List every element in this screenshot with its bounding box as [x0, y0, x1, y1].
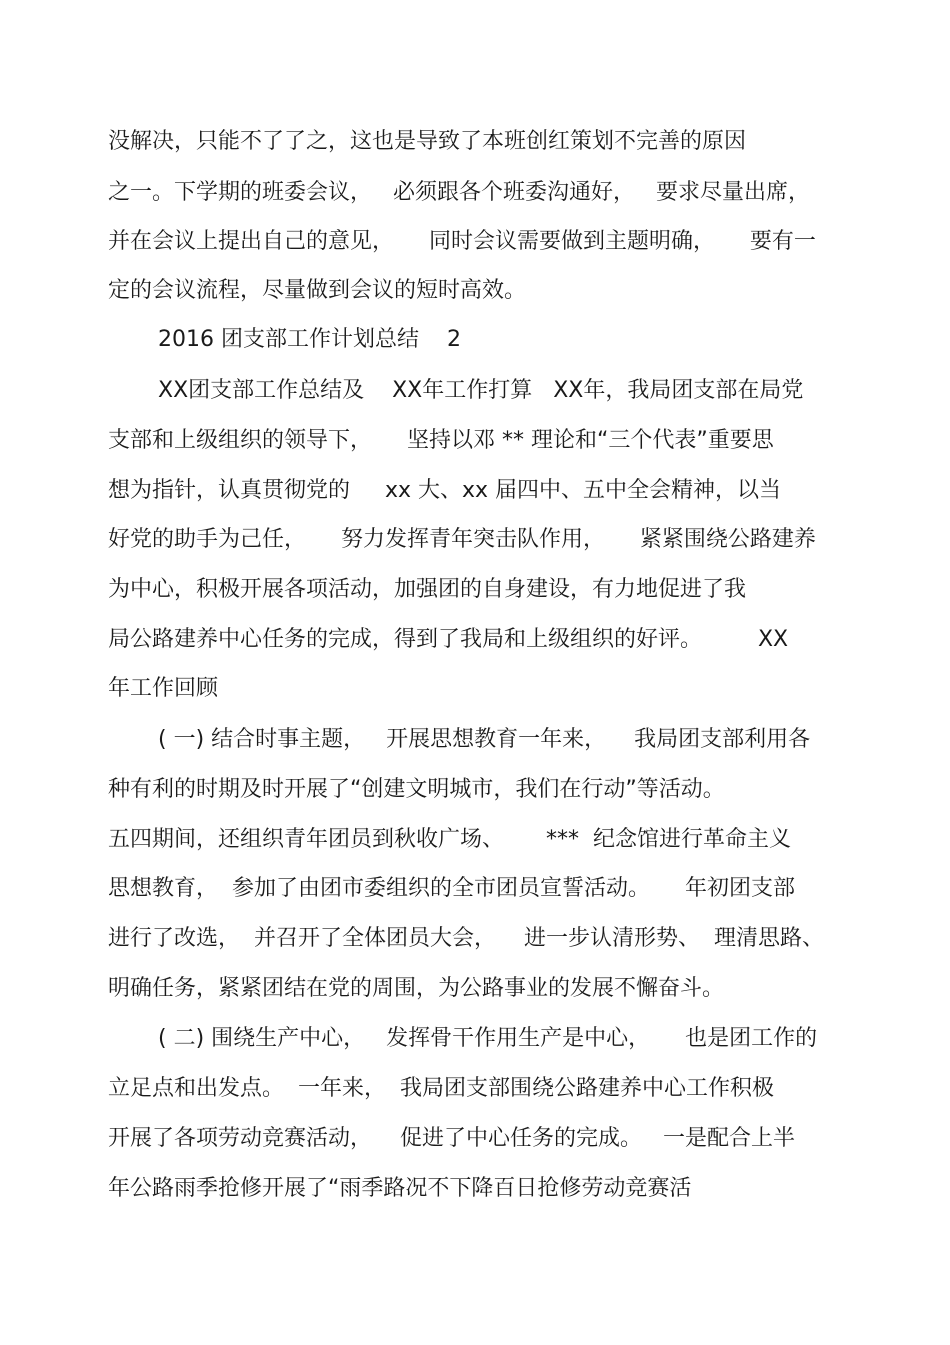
text-line: 年工作回顾: [108, 676, 219, 701]
text-line: 种有利的时期及时开展了“创建文明城市，我们在行动”等活动。: [108, 777, 725, 802]
text-line: 为中心，积极开展各项活动，加强团的自身建设，有力地促进了我: [108, 577, 747, 602]
text-line: XX团支部工作总结及 XX年工作打算 XX年，我局团支部在局党: [158, 378, 804, 403]
text-line: 想为指针，认真贯彻党的 xx 大、xx 届四中、五中全会精神，以当: [108, 478, 782, 503]
text-line: 局公路建养中心任务的完成，得到了我局和上级组织的好评。 XX: [108, 627, 789, 652]
text-line: 明确任务，紧紧团结在党的周围，为公路事业的发展不懈奋斗。: [108, 976, 725, 1001]
text-line: 五四期间，还组织青年团员到秋收广场、 *** 纪念馆进行革命主义: [108, 827, 791, 852]
text-line: ( 二) 围绕生产中心， 发挥骨干作用生产是中心， 也是团工作的: [158, 1026, 818, 1051]
text-line: 开展了各项劳动竞赛活动， 促进了中心任务的完成。 一是配合上半: [108, 1126, 795, 1151]
section-heading: 2016 团支部工作计划总结 2: [158, 327, 461, 352]
text-line: 并在会议上提出自己的意见， 同时会议需要做到主题明确， 要有一: [108, 229, 816, 254]
text-line: 进行了改选， 并召开了全体团员大会， 进一步认清形势、 理清思路、: [108, 926, 824, 951]
text-line: 立足点和出发点。 一年来， 我局团支部围绕公路建养中心工作积极: [108, 1076, 774, 1101]
text-line: 没解决，只能不了了之，这也是导致了本班创红策划不完善的原因: [108, 129, 747, 154]
text-line: 思想教育， 参加了由团市委组织的全市团员宣誓活动。 年初团支部: [108, 876, 795, 901]
text-line: 之一。下学期的班委会议， 必须跟各个班委沟通好， 要求尽量出席，: [108, 180, 810, 205]
text-line: ( 一) 结合时事主题， 开展思想教育一年来， 我局团支部利用各: [158, 727, 811, 752]
text-line: 年公路雨季抢修开展了“雨季路况不下降百日抢修劳动竞赛活: [108, 1176, 692, 1201]
text-line: 定的会议流程，尽量做到会议的短时高效。: [108, 278, 527, 303]
text-line: 好党的助手为己任， 努力发挥青年突击队作用， 紧紧围绕公路建养: [108, 527, 816, 552]
text-line: 支部和上级组织的领导下， 坚持以邓 ** 理论和“三个代表”重要思: [108, 428, 774, 453]
